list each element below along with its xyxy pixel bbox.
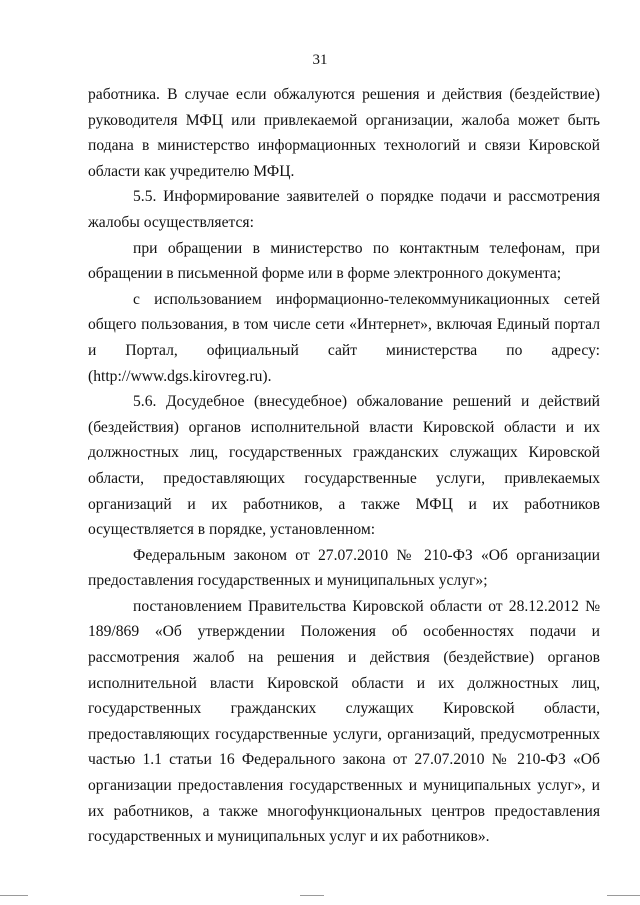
page-number: 31	[312, 52, 328, 68]
paragraph-internet: с использованием информационно-телекоммуникационных сетей общего пользования, в том числе сети «Интернет», включая Единый портал и Портал, официальный сайт министерства по адресу: (http://www.dgs.kirovreg.ru).	[88, 290, 600, 385]
document-body	[88, 82, 600, 850]
scan-edge-mark-right	[607, 895, 640, 896]
paragraph-continuation: работника. В случае если обжалуются решения и действия (бездействие) руководителя МФЦ или привлекаемой организации, жалоба может быть подана в министерство информационных технологий и связи Кировской области как учредителю МФЦ.	[88, 86, 600, 180]
scan-edge-mark-center	[300, 895, 324, 896]
paragraph-5-5: 5.5. Информирование заявителей о порядке подачи и рассмотрения жалобы осуществляется:	[88, 188, 600, 231]
paragraph-5-6: 5.6. Досудебное (внесудебное) обжалование решений и действий (бездействия) органов исполнительной власти Кировской области и их должностных лиц, государственных гражданских служащих Кировской области, предоставляющих государственные услуги, привлекаемых организаций и их работников, а также МФЦ и их работников осуществляется в порядке, установленном:	[88, 393, 600, 539]
paragraph-phone-written: при обращении в министерство по контактным телефонам, при обращении в письменной форме или в форме электронного документа;	[88, 239, 600, 283]
paragraph-federal-law: Федеральным законом от 27.07.2010 № 210-ФЗ «Об организации предоставления государственных и муниципальных услуг»;	[88, 546, 600, 590]
scan-edge-mark-left	[0, 895, 28, 896]
paragraph-government-resolution: постановлением Правительства Кировской области от 28.12.2012 № 189/869 «Об утверждении Положения об особенностях подачи и рассмотрения жалоб на решения и действия (бездействие) органов исполнительной власти Кировской области и их должностных лиц, государственных гражданских служащих Кировской области, предоставляющих государственные услуги, организаций, предусмотренных частью 1.1 статьи 16 Федерального закона от 27.07.2010 № 210-ФЗ «Об организации предоставления государственных и муниципальных услуг», и их работников, а также многофункциональных центров предоставления государственных и муниципальных услуг и их работников».	[88, 597, 600, 846]
